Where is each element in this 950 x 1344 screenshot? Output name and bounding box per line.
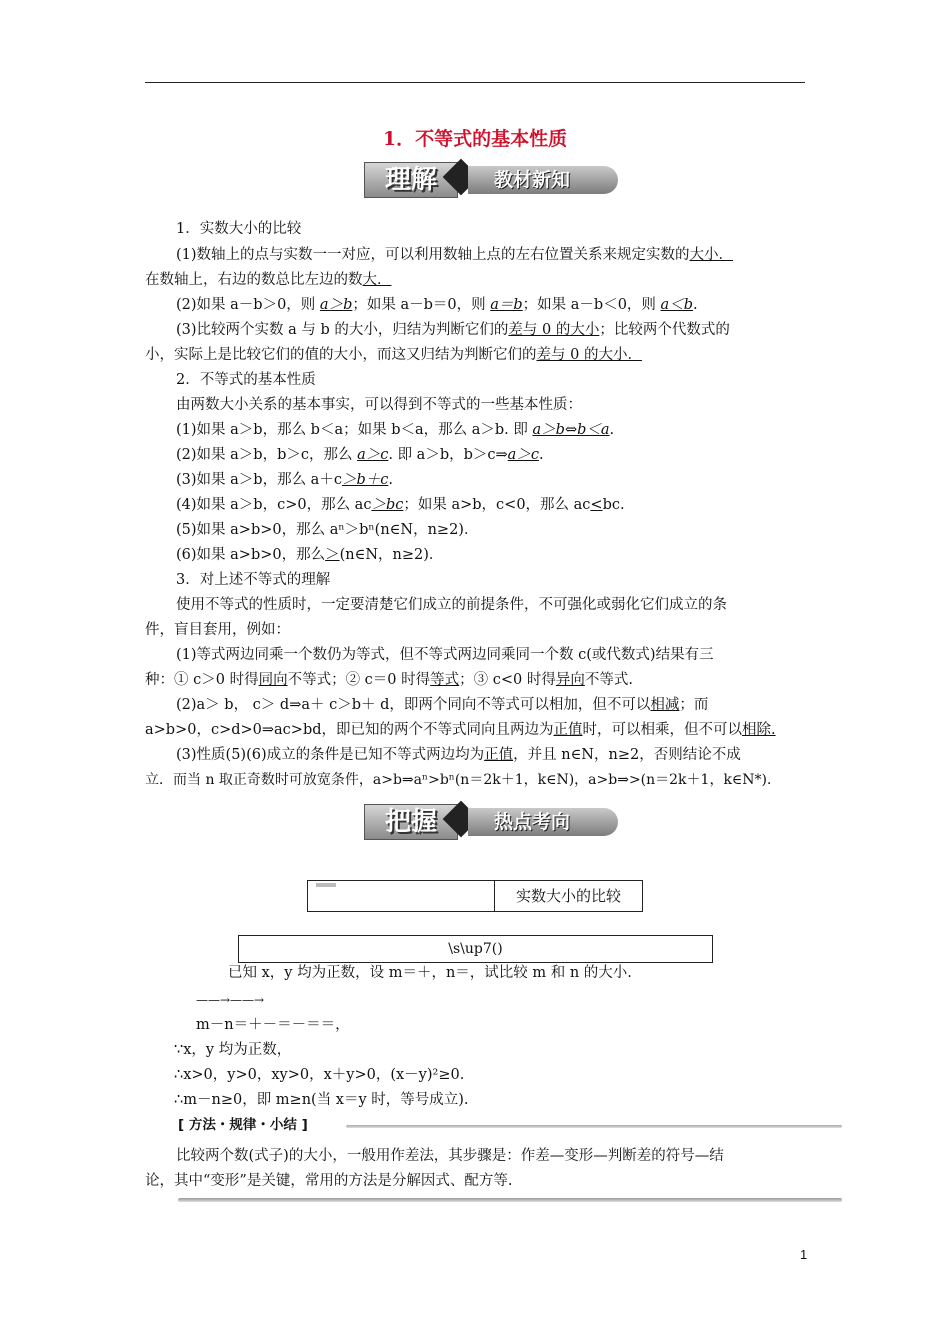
section-heading: 2．不等式的基本性质: [176, 372, 316, 388]
paragraph: a>b>0，c>d>0⇒ac>bd，即已知的两个不等式同向且两边为正值时，可以相乘，但不可以相除.: [145, 722, 776, 738]
method-text: 论，其中“变形”是关键，常用的方法是分解因式、配方等.: [145, 1173, 513, 1189]
topic-box: [307, 880, 643, 912]
rule-item: (3)如果 a＞b，那么 a＋c＞b＋c.: [176, 472, 393, 488]
header-rule: [145, 82, 805, 83]
solution-step: ∴x>0，y>0，xy>0，x＋y>0，(x－y)²≥0.: [174, 1067, 465, 1083]
paragraph: (2)a＞ b， c＞ d⇒a＋ c＞b＋ d，即两个同向不等式可以相加，但不可以相减；而: [176, 697, 709, 713]
paragraph: 小，实际上是比较它们的值的大小，而这又归结为判断它们的差与 0 的大小．: [145, 347, 642, 363]
rule-item: (2)如果 a＞b，b＞c，那么 a＞c. 即 a＞b，b＞c⇒a＞c.: [176, 447, 544, 463]
banner-left-label: 把握: [364, 804, 458, 840]
solution-step: ∴m－n≥0，即 m≥n(当 x＝y 时，等号成立).: [174, 1092, 469, 1108]
rule-item: (1)如果 a＞b，那么 b＜a；如果 b＜a，那么 a＞b. 即 a＞b⇔b＜a.: [176, 422, 615, 438]
method-header: [172, 1113, 842, 1135]
rule-item: (6)如果 a>b>0，那么＞(n∈N，n≥2)．: [176, 547, 444, 563]
paragraph: 件，盲目套用，例如：: [145, 622, 290, 638]
banner-right-label: 热点考向: [468, 808, 618, 836]
paragraph: 在数轴上，右边的数总比左边的数大．: [145, 272, 392, 288]
page-number: 1: [800, 1247, 808, 1262]
rule-item: (5)如果 a>b>0，那么 aⁿ＞bⁿ(n∈N，n≥2)．: [176, 522, 479, 538]
method-divider: [346, 1125, 842, 1128]
solution-step: m－n＝＋－＝－＝＝，: [196, 1017, 350, 1033]
paragraph: 立．而当 n 取正奇数时可放宽条件，a>b⇒aⁿ>bⁿ(n＝2k＋1，k∈N)，a>b⇒>(n＝2k＋1，k∈N*)．: [145, 772, 782, 788]
rule-item: (4)如果 a＞b，c>0，那么 ac＞bc；如果 a>b，c<0，那么 ac<bc.: [176, 497, 625, 513]
paragraph: 由两数大小关系的基本事实，可以得到不等式的一些基本性质：: [176, 397, 582, 413]
method-label: [ 方法・规律・小结 ]: [178, 1117, 308, 1133]
paragraph: (2)如果 a－b＞0，则 a＞b；如果 a－b＝0，则 a＝b；如果 a－b＜0，则 a＜b.: [176, 297, 698, 313]
paragraph: (3)性质(5)(6)成立的条件是已知不等式两边均为正值，并且 n∈N，n≥2，否则结论不成: [176, 747, 741, 763]
topic-label: 实数大小的比较: [515, 887, 621, 905]
example-question: 已知 x，y 均为正数，设 m＝＋，n＝，试比较 m 和 n 的大小.: [228, 965, 632, 981]
banner-left-label: 理解: [364, 162, 458, 198]
topic-marker: [316, 883, 336, 887]
method-bottom-divider: [178, 1198, 842, 1202]
paragraph: (3)比较两个实数 a 与 b 的大小，归结为判断它们的差与 0 的大小；比较两个代数式的: [176, 322, 730, 338]
arrow-marks: ——→——→: [196, 993, 265, 1007]
method-text: 比较两个数(式子)的大小，一般用作差法，其步骤是：作差—变形—判断差的符号—结: [176, 1148, 724, 1164]
section-heading: 1．实数大小的比较: [176, 221, 302, 237]
solution-step: ∵x，y 均为正数，: [174, 1042, 292, 1058]
paragraph: (1)等式两边同乘一个数仍为等式，但不等式两边同乘同一个数 c(或代数式)结果有三: [176, 647, 714, 663]
section-heading: 3．对上述不等式的理解: [176, 572, 331, 588]
paragraph: (1)数轴上的点与实数一一对应，可以利用数轴上点的左右位置关系来规定实数的大小．: [176, 247, 734, 263]
banner-grasp: [364, 798, 624, 844]
page-title: 1．不等式的基本性质: [382, 128, 568, 150]
formula-box: \s\up7(): [238, 935, 713, 963]
paragraph: 使用不等式的性质时，一定要清楚它们成立的前提条件，不可强化或弱化它们成立的条: [176, 597, 727, 613]
banner-right-label: 教材新知: [468, 166, 618, 194]
banner-understand: [364, 156, 624, 202]
paragraph: 种：① c＞0 时得同向不等式；② c＝0 时得等式；③ c<0 时得异向不等式.: [145, 672, 633, 688]
